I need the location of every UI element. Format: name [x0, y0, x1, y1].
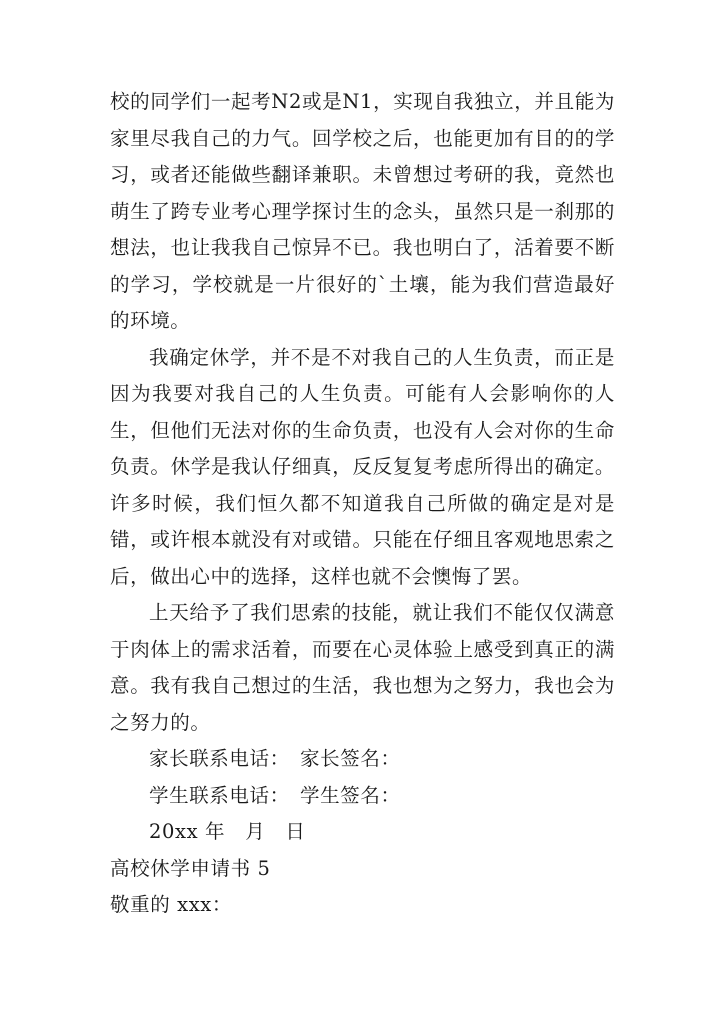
- paragraph-decision: 我确定休学，并不是不对我自己的人生负责，而正是因为我要对我自己的人生负责。可能有人会影响你的人生，但他们无法对你的生命负责，也没有人会对你的生命负责。休学是我认仔细真，反反复复考虑所得出的确定。许多时候，我们恒久都不知道我自己所做的确定是对是错，或许根本就没有对或错。只能在仔细且客观地思索之后，做出心中的选择，这样也就不会懊悔了罢。: [110, 345, 615, 588]
- next-document-title: 高校休学申请书 5: [110, 856, 271, 880]
- date-line: 20xx 年 月 日: [149, 820, 306, 843]
- document-page: [110, 84, 615, 924]
- parent-contact-line: 家长联系电话： 家长签名：: [149, 747, 401, 770]
- paragraph-continuation: 校的同学们一起考N2或是N1，实现自我独立，并且能为家里尽我自己的力气。回学校之后，也能更加有目的的学习，或者还能做些翻译兼职。未曾想过考研的我，竟然也萌生了跨专业考心理学探讨生的念头，虽然只是一刹那的想法，也让我我自己惊异不已。我也明白了，活着要不断的学习，学校就是一片很好的`土壤，能为我们营造最好的环境。: [110, 90, 615, 332]
- paragraph-closing: 上天给予了我们思索的技能，就让我们不能仅仅满意于肉体上的需求活着，而要在心灵体验上感受到真正的满意。我有我自己想过的生活，我也想为之努力，我也会为之努力的。: [110, 601, 615, 734]
- student-contact-line: 学生联系电话： 学生签名：: [149, 783, 401, 807]
- salutation-line: 敬重的 xxx：: [110, 893, 232, 916]
